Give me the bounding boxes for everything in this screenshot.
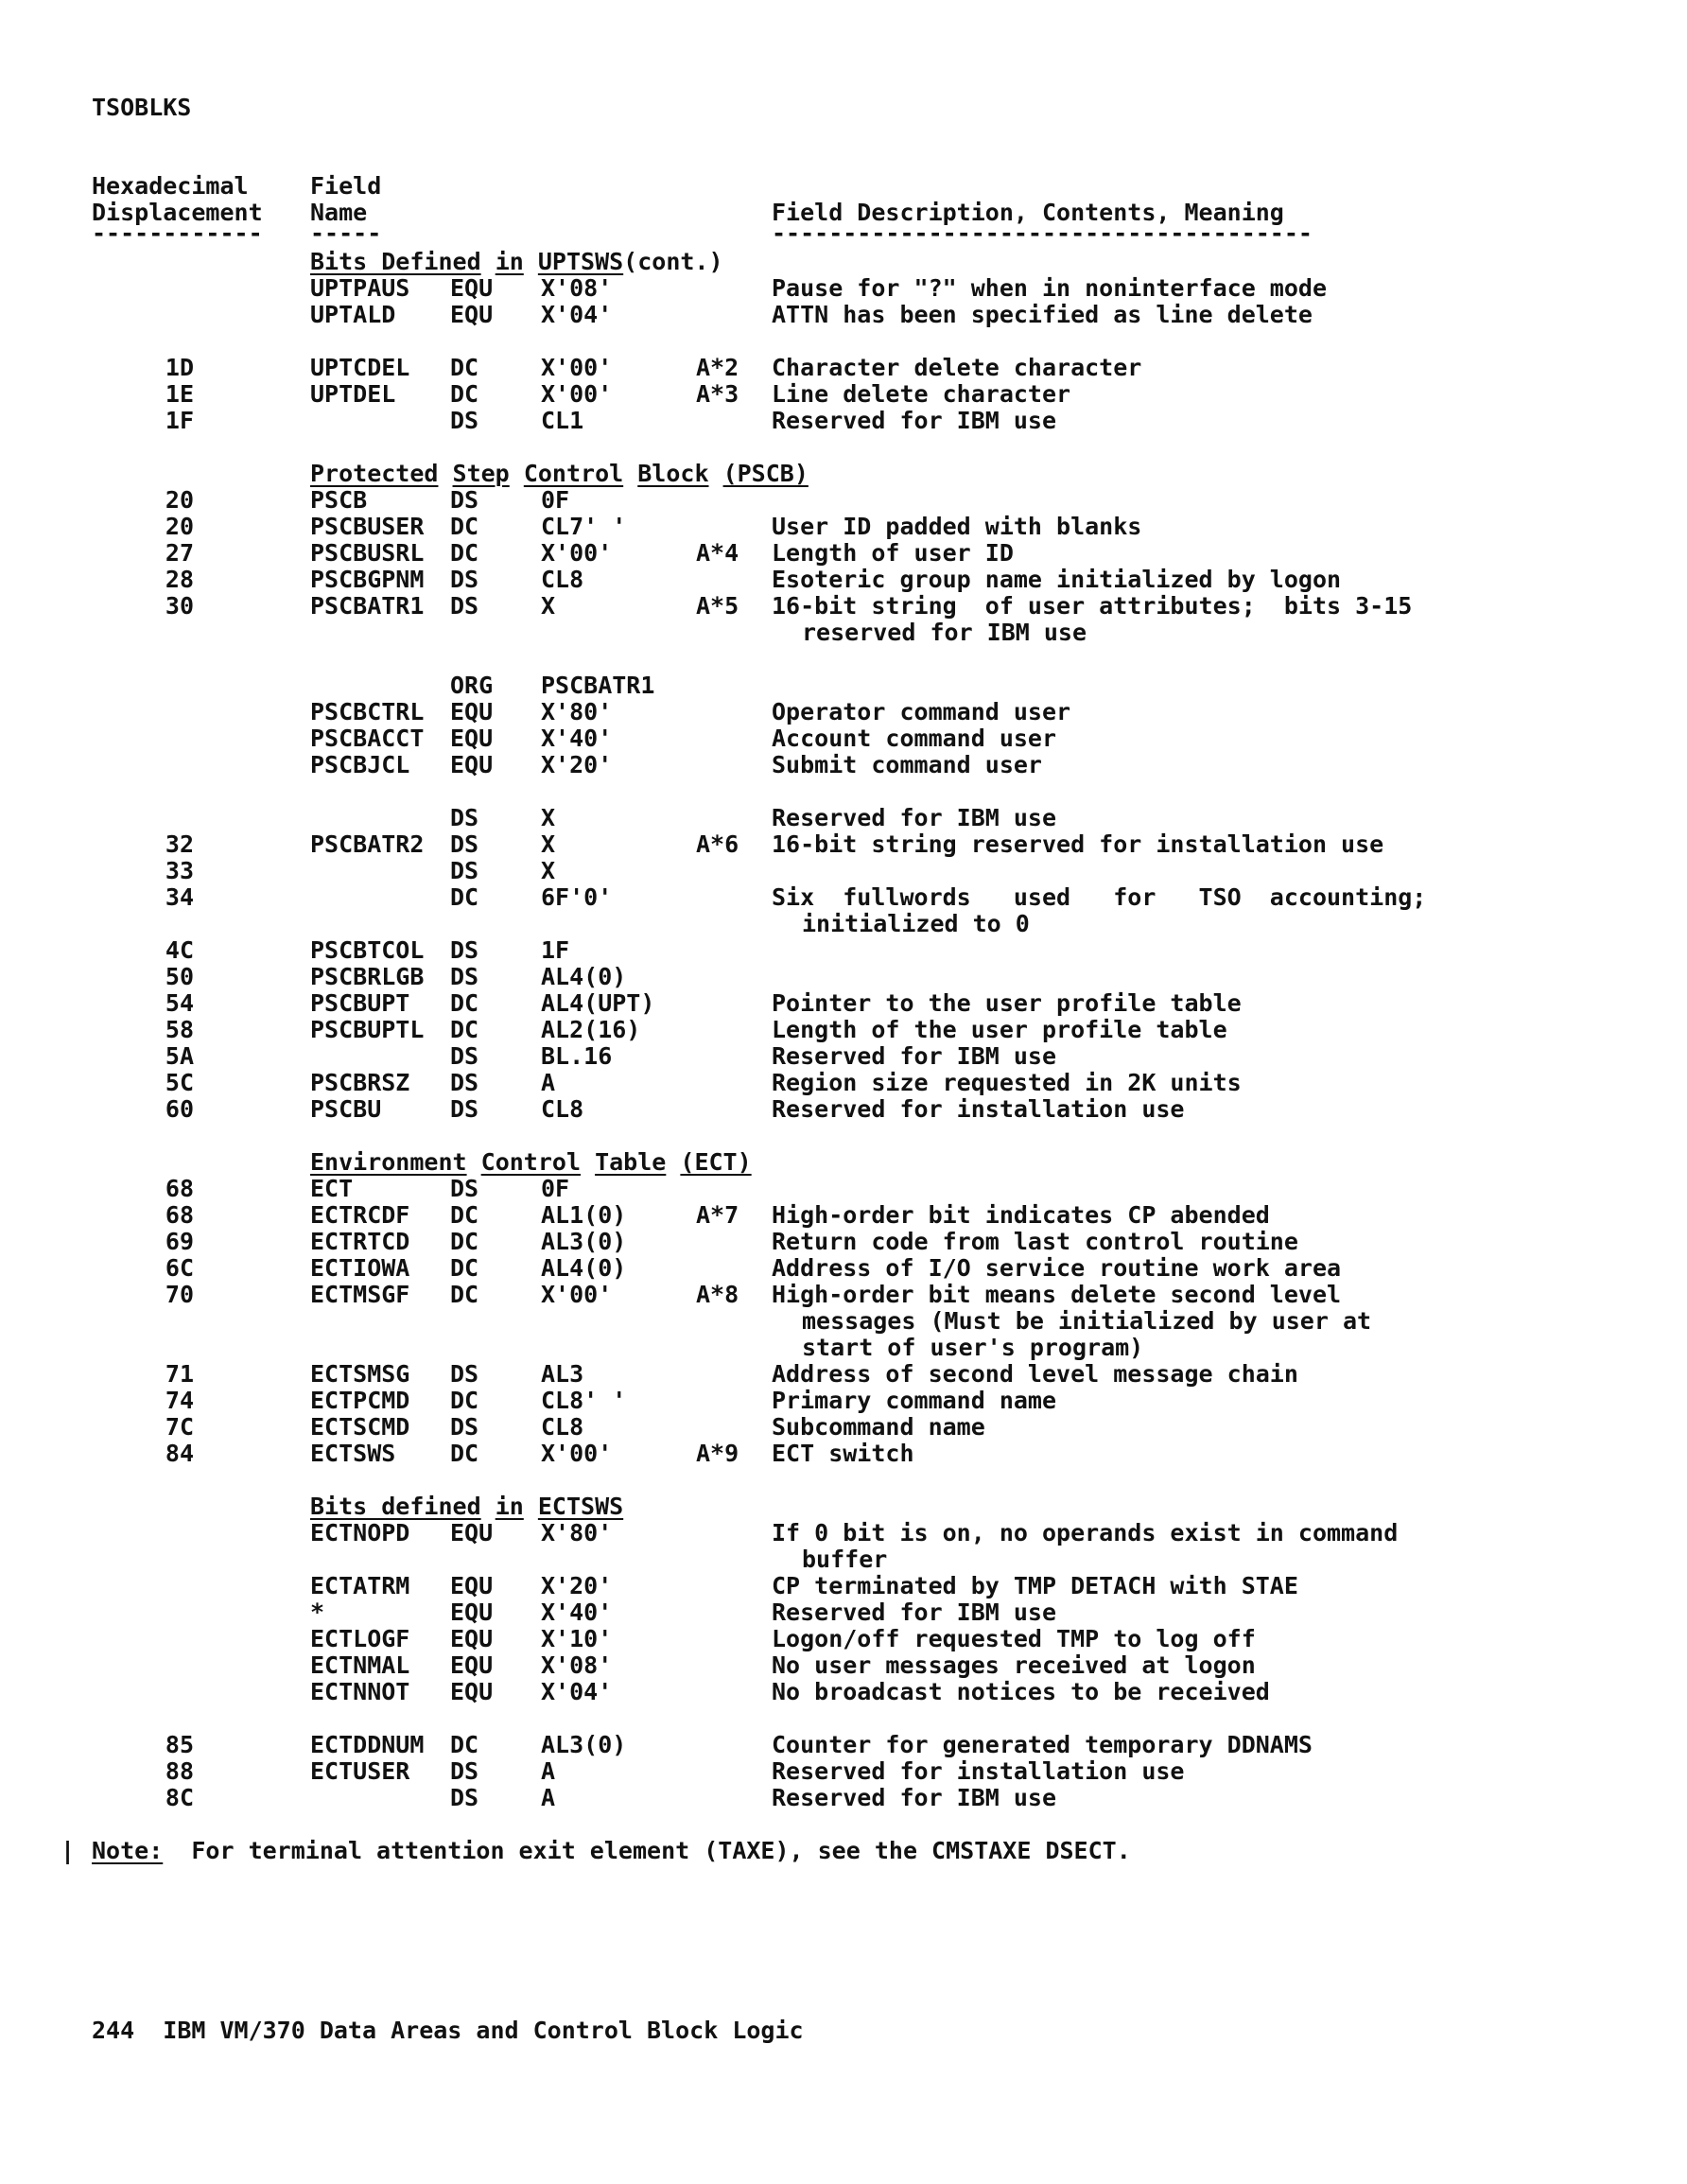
table-row: [0, 1679, 1687, 1705]
field-type: DS: [450, 1413, 479, 1441]
table-row: [0, 673, 1687, 699]
displacement: 7C: [165, 1413, 194, 1441]
table-row: [0, 1758, 1687, 1785]
field-value: BL.16: [541, 1042, 613, 1070]
field-note: A*8: [696, 1281, 739, 1308]
field-name: PSCBCTRL: [310, 698, 425, 725]
field-type: DC: [450, 539, 479, 567]
field-name: UPTPAUS: [310, 274, 410, 302]
field-value: X: [541, 830, 556, 858]
field-type: ORG: [450, 672, 494, 699]
field-type: DC: [450, 354, 479, 381]
field-type: EQU: [450, 1519, 494, 1546]
field-type: EQU: [450, 698, 494, 725]
displacement: 4C: [165, 936, 194, 964]
field-value: X'08': [541, 1651, 613, 1679]
field-note: A*4: [696, 539, 739, 567]
field-name: ECTSMSG: [310, 1360, 410, 1388]
table-row: [0, 487, 1687, 514]
field-note: A*5: [696, 592, 739, 620]
table-row: [0, 1361, 1687, 1388]
table-row: [0, 1070, 1687, 1096]
field-value: X'00': [541, 354, 613, 381]
field-name: ECTLOGF: [310, 1625, 410, 1652]
field-note: A*2: [696, 354, 739, 381]
heading-word: Protected: [310, 460, 439, 487]
heading-word: in: [495, 248, 524, 275]
field-value: X'80': [541, 698, 613, 725]
displacement: 33: [165, 857, 194, 884]
field-name: ECTNOPD: [310, 1519, 410, 1546]
field-name: PSCBUPT: [310, 989, 410, 1017]
field-value: X'10': [541, 1625, 613, 1652]
displacement: 88: [165, 1757, 194, 1785]
table-row: [0, 1652, 1687, 1679]
field-type: DS: [450, 1042, 479, 1070]
field-value: A: [541, 1069, 556, 1096]
field-name: ECTIOWA: [310, 1254, 410, 1282]
field-description: Six fullwords used for TSO accounting;: [772, 883, 1427, 911]
table-row: [0, 990, 1687, 1017]
field-description: Submit command user: [772, 751, 1042, 778]
table-row: [0, 1043, 1687, 1070]
field-type: DS: [450, 407, 479, 434]
heading-word: (PSCB): [722, 460, 809, 487]
field-description: Reserved for IBM use: [772, 1599, 1057, 1626]
field-description-continued: messages (Must be initialized by user at: [802, 1307, 1372, 1335]
field-description: Reserved for installation use: [772, 1757, 1185, 1785]
page-footer: [92, 2018, 804, 2044]
field-value: X: [541, 857, 556, 884]
field-type: DS: [450, 566, 479, 593]
field-value: 0F: [541, 1175, 570, 1202]
table-row: [0, 381, 1687, 408]
field-type: DS: [450, 1095, 479, 1123]
field-value: CL8: [541, 566, 584, 593]
field-name: ECT: [310, 1175, 354, 1202]
field-description-continued: initialized to 0: [802, 910, 1030, 937]
field-description: 16-bit string reserved for installation use: [772, 830, 1384, 858]
section-heading-uptsws: [310, 249, 723, 275]
field-description-continued: buffer: [802, 1546, 888, 1573]
heading-word: in: [495, 1493, 524, 1520]
col-rule-name: -----: [310, 219, 382, 247]
displacement: 1E: [165, 380, 194, 408]
heading-word: Control: [480, 1148, 581, 1176]
table-row: [0, 1202, 1687, 1229]
field-type: DS: [450, 1757, 479, 1785]
field-value: X'00': [541, 539, 613, 567]
field-value: X'80': [541, 1519, 613, 1546]
field-description-continued: reserved for IBM use: [802, 619, 1087, 646]
field-value: A: [541, 1757, 556, 1785]
col-header-name-2: Name: [310, 199, 368, 226]
displacement: 1F: [165, 407, 194, 434]
field-description: No broadcast notices to be received: [772, 1678, 1270, 1705]
table-row: [0, 302, 1687, 328]
field-type: DC: [450, 1016, 479, 1043]
field-name: PSCBUSRL: [310, 539, 425, 567]
field-type: DS: [450, 1069, 479, 1096]
field-value: X: [541, 804, 556, 831]
field-description: Logon/off requested TMP to log off: [772, 1625, 1256, 1652]
displacement: 20: [165, 513, 194, 540]
field-value: CL8: [541, 1095, 584, 1123]
displacement: 28: [165, 566, 194, 593]
field-type: DS: [450, 486, 479, 514]
field-type: EQU: [450, 1572, 494, 1599]
displacement: 68: [165, 1175, 194, 1202]
field-value: 1F: [541, 936, 570, 964]
field-description: ECT switch: [772, 1440, 914, 1467]
displacement: 5C: [165, 1069, 194, 1096]
field-type: DC: [450, 513, 479, 540]
field-description: Address of second level message chain: [772, 1360, 1298, 1388]
field-type: DC: [450, 989, 479, 1017]
table-row: [0, 593, 1687, 646]
field-name: ECTRTCD: [310, 1228, 410, 1255]
field-name: ECTNNOT: [310, 1678, 410, 1705]
field-description: Counter for generated temporary DDNAMS: [772, 1731, 1313, 1758]
field-note: A*9: [696, 1440, 739, 1467]
field-description: Pointer to the user profile table: [772, 989, 1242, 1017]
heading-word: (cont.): [623, 248, 723, 275]
table-row: [0, 1520, 1687, 1573]
field-name: PSCBU: [310, 1095, 382, 1123]
col-header-name-1: Field: [310, 172, 382, 200]
field-value: X'04': [541, 301, 613, 328]
field-type: EQU: [450, 1651, 494, 1679]
field-type: EQU: [450, 751, 494, 778]
field-description: High-order bit indicates CP abended: [772, 1201, 1270, 1229]
field-value: X'40': [541, 725, 613, 752]
heading-word: Table: [595, 1148, 667, 1176]
table-row: [0, 1176, 1687, 1202]
field-type: EQU: [450, 301, 494, 328]
field-description: Subcommand name: [772, 1413, 985, 1441]
field-type: DC: [450, 1281, 479, 1308]
field-value: AL4(0): [541, 1254, 627, 1282]
field-value: CL8: [541, 1413, 584, 1441]
field-description: Line delete character: [772, 380, 1071, 408]
field-description: Reserved for IBM use: [772, 1042, 1057, 1070]
field-type: DS: [450, 830, 479, 858]
displacement: 58: [165, 1016, 194, 1043]
table-row: [0, 540, 1687, 567]
table-row: [0, 1441, 1687, 1467]
footnote-text: For terminal attention exit element (TAXE), see the CMSTAXE DSECT.: [191, 1837, 1131, 1864]
displacement: 85: [165, 1731, 194, 1758]
displacement: 5A: [165, 1042, 194, 1070]
field-type: DC: [450, 1387, 479, 1414]
table-row: [0, 1626, 1687, 1652]
col-rule-displacement: ------------: [92, 219, 263, 247]
field-type: DC: [450, 1440, 479, 1467]
field-name: PSCBJCL: [310, 751, 410, 778]
section-heading-ect: [310, 1149, 752, 1176]
field-description: Length of the user profile table: [772, 1016, 1227, 1043]
field-value: CL7' ': [541, 513, 627, 540]
field-name: ECTPCMD: [310, 1387, 410, 1414]
table-row: [0, 514, 1687, 540]
field-note: A*3: [696, 380, 739, 408]
field-description: High-order bit means delete second level: [772, 1281, 1342, 1308]
displacement: 30: [165, 592, 194, 620]
field-type: DC: [450, 1731, 479, 1758]
field-value: X'08': [541, 274, 613, 302]
field-description: Address of I/O service routine work area: [772, 1254, 1342, 1282]
table-row: [0, 408, 1687, 434]
heading-word: Bits Defined: [310, 248, 481, 275]
displacement: 6C: [165, 1254, 194, 1282]
field-type: EQU: [450, 274, 494, 302]
col-header-displacement-1: Hexadecimal: [92, 172, 249, 200]
field-type: EQU: [450, 1678, 494, 1705]
table-row: [0, 805, 1687, 831]
field-value: X'20': [541, 751, 613, 778]
field-description: Account command user: [772, 725, 1057, 752]
book-title: IBM VM/370 Data Areas and Control Block Logic: [163, 2017, 804, 2044]
heading-word: Environment: [310, 1148, 467, 1176]
field-description: Reserved for IBM use: [772, 1784, 1057, 1811]
field-value: AL4(UPT): [541, 989, 655, 1017]
field-type: DS: [450, 857, 479, 884]
field-description: Reserved for IBM use: [772, 407, 1057, 434]
field-name: PSCB: [310, 486, 368, 514]
field-value: CL1: [541, 407, 584, 434]
table-row: [0, 275, 1687, 302]
field-type: EQU: [450, 1599, 494, 1626]
displacement: 8C: [165, 1784, 194, 1811]
field-value: AL2(16): [541, 1016, 641, 1043]
field-type: DC: [450, 1254, 479, 1282]
heading-word: UPTSWS: [537, 248, 624, 275]
table-row: [0, 1096, 1687, 1123]
field-type: DC: [450, 380, 479, 408]
displacement: 32: [165, 830, 194, 858]
field-value: AL3: [541, 1360, 584, 1388]
table-row: [0, 752, 1687, 778]
field-description: Pause for "?" when in noninterface mode: [772, 274, 1327, 302]
displacement: 74: [165, 1387, 194, 1414]
field-description: No user messages received at logon: [772, 1651, 1256, 1679]
table-row: [0, 1255, 1687, 1282]
table-row: [0, 1414, 1687, 1441]
field-type: DS: [450, 1784, 479, 1811]
heading-word: Step: [452, 460, 510, 487]
field-type: DC: [450, 883, 479, 911]
table-row: [0, 1732, 1687, 1758]
field-description-continued: start of user's program): [802, 1334, 1144, 1361]
field-name: PSCBUPTL: [310, 1016, 425, 1043]
table-row: [0, 1017, 1687, 1043]
field-value: AL1(0): [541, 1201, 627, 1229]
field-type: EQU: [450, 725, 494, 752]
table-row: [0, 1282, 1687, 1361]
displacement: 60: [165, 1095, 194, 1123]
displacement: 20: [165, 486, 194, 514]
displacement: 69: [165, 1228, 194, 1255]
field-value: X'00': [541, 1440, 613, 1467]
field-name: PSCBRLGB: [310, 963, 425, 990]
field-description: CP terminated by TMP DETACH with STAE: [772, 1572, 1298, 1599]
displacement: 50: [165, 963, 194, 990]
heading-word: Bits defined: [310, 1493, 481, 1520]
field-value: AL4(0): [541, 963, 627, 990]
section-heading-pscb: [310, 461, 809, 487]
displacement: 70: [165, 1281, 194, 1308]
field-name: UPTALD: [310, 301, 396, 328]
heading-word: Block: [637, 460, 709, 487]
field-description: Reserved for IBM use: [772, 804, 1057, 831]
heading-word: ECTSWS: [537, 1493, 624, 1520]
field-name: ECTUSER: [310, 1757, 410, 1785]
displacement: 34: [165, 883, 194, 911]
field-value: AL3(0): [541, 1228, 627, 1255]
field-description: Region size requested in 2K units: [772, 1069, 1242, 1096]
table-row: [0, 858, 1687, 884]
field-value: X'20': [541, 1572, 613, 1599]
displacement: 84: [165, 1440, 194, 1467]
field-value: X'40': [541, 1599, 613, 1626]
field-value: X'04': [541, 1678, 613, 1705]
field-description: Esoteric group name initialized by logon: [772, 566, 1342, 593]
field-type: DC: [450, 1228, 479, 1255]
field-name: ECTDDNUM: [310, 1731, 425, 1758]
field-description: Primary command name: [772, 1387, 1057, 1414]
field-type: DS: [450, 936, 479, 964]
table-row: [0, 884, 1687, 937]
field-name: ECTSWS: [310, 1440, 396, 1467]
running-title: TSOBLKS: [92, 94, 192, 121]
heading-word: Control: [523, 460, 624, 487]
field-type: DS: [450, 804, 479, 831]
field-value: CL8' ': [541, 1387, 627, 1414]
table-row: [0, 699, 1687, 725]
field-name: PSCBGPNM: [310, 566, 425, 593]
field-description: Reserved for installation use: [772, 1095, 1185, 1123]
table-row: [0, 937, 1687, 964]
table-row: [0, 1599, 1687, 1626]
field-value: X'00': [541, 380, 613, 408]
field-description: If 0 bit is on, no operands exist in command: [772, 1519, 1399, 1546]
table-row: [0, 1229, 1687, 1255]
displacement: 54: [165, 989, 194, 1017]
field-value: X'00': [541, 1281, 613, 1308]
table-row: [0, 1388, 1687, 1414]
field-type: DS: [450, 1360, 479, 1388]
field-name: UPTDEL: [310, 380, 396, 408]
field-description: 16-bit string of user attributes; bits 3-15: [772, 592, 1413, 620]
field-name: *: [310, 1599, 325, 1626]
field-type: EQU: [450, 1625, 494, 1652]
field-name: ECTSCMD: [310, 1413, 410, 1441]
field-name: PSCBTCOL: [310, 936, 425, 964]
field-name: PSCBUSER: [310, 513, 425, 540]
field-name: PSCBATR2: [310, 830, 425, 858]
footnote-label: Note:: [92, 1837, 164, 1864]
field-description: ATTN has been specified as line delete: [772, 301, 1313, 328]
table-row: [0, 964, 1687, 990]
table-row: [0, 831, 1687, 858]
field-value: AL3(0): [541, 1731, 627, 1758]
field-name: PSCBRSZ: [310, 1069, 410, 1096]
displacement: 27: [165, 539, 194, 567]
page-number: 244: [92, 2017, 135, 2044]
footnote: [92, 1838, 1131, 1864]
field-note: A*7: [696, 1201, 739, 1229]
field-description: Length of user ID: [772, 539, 1014, 567]
field-value: A: [541, 1784, 556, 1811]
displacement: 71: [165, 1360, 194, 1388]
field-name: PSCBATR1: [310, 592, 425, 620]
table-row: [0, 1785, 1687, 1811]
table-row: [0, 567, 1687, 593]
heading-word: (ECT): [680, 1148, 752, 1176]
displacement: 1D: [165, 354, 194, 381]
field-description: Operator command user: [772, 698, 1071, 725]
col-header-displacement-2: Displacement: [92, 199, 263, 226]
col-rule-description: --------------------------------------: [772, 219, 1313, 247]
displacement: 68: [165, 1201, 194, 1229]
field-value: X: [541, 592, 556, 620]
field-name: ECTATRM: [310, 1572, 410, 1599]
field-name: ECTMSGF: [310, 1281, 410, 1308]
field-type: DS: [450, 1175, 479, 1202]
change-bar: |: [61, 1837, 76, 1864]
field-type: DS: [450, 963, 479, 990]
field-name: ECTNMAL: [310, 1651, 410, 1679]
section-heading-ectsws: [310, 1494, 623, 1520]
field-value: PSCBATR1: [541, 672, 655, 699]
table-row: [0, 1573, 1687, 1599]
field-note: A*6: [696, 830, 739, 858]
field-type: DS: [450, 592, 479, 620]
field-description: Return code from last control routine: [772, 1228, 1298, 1255]
table-row: [0, 355, 1687, 381]
field-name: UPTCDEL: [310, 354, 410, 381]
field-name: ECTRCDF: [310, 1201, 410, 1229]
field-description: User ID padded with blanks: [772, 513, 1142, 540]
field-description: Character delete character: [772, 354, 1142, 381]
field-name: PSCBACCT: [310, 725, 425, 752]
field-type: DC: [450, 1201, 479, 1229]
col-header-description: Field Description, Contents, Meaning: [772, 199, 1284, 226]
field-value: 0F: [541, 486, 570, 514]
field-value: 6F'0': [541, 883, 613, 911]
table-row: [0, 725, 1687, 752]
